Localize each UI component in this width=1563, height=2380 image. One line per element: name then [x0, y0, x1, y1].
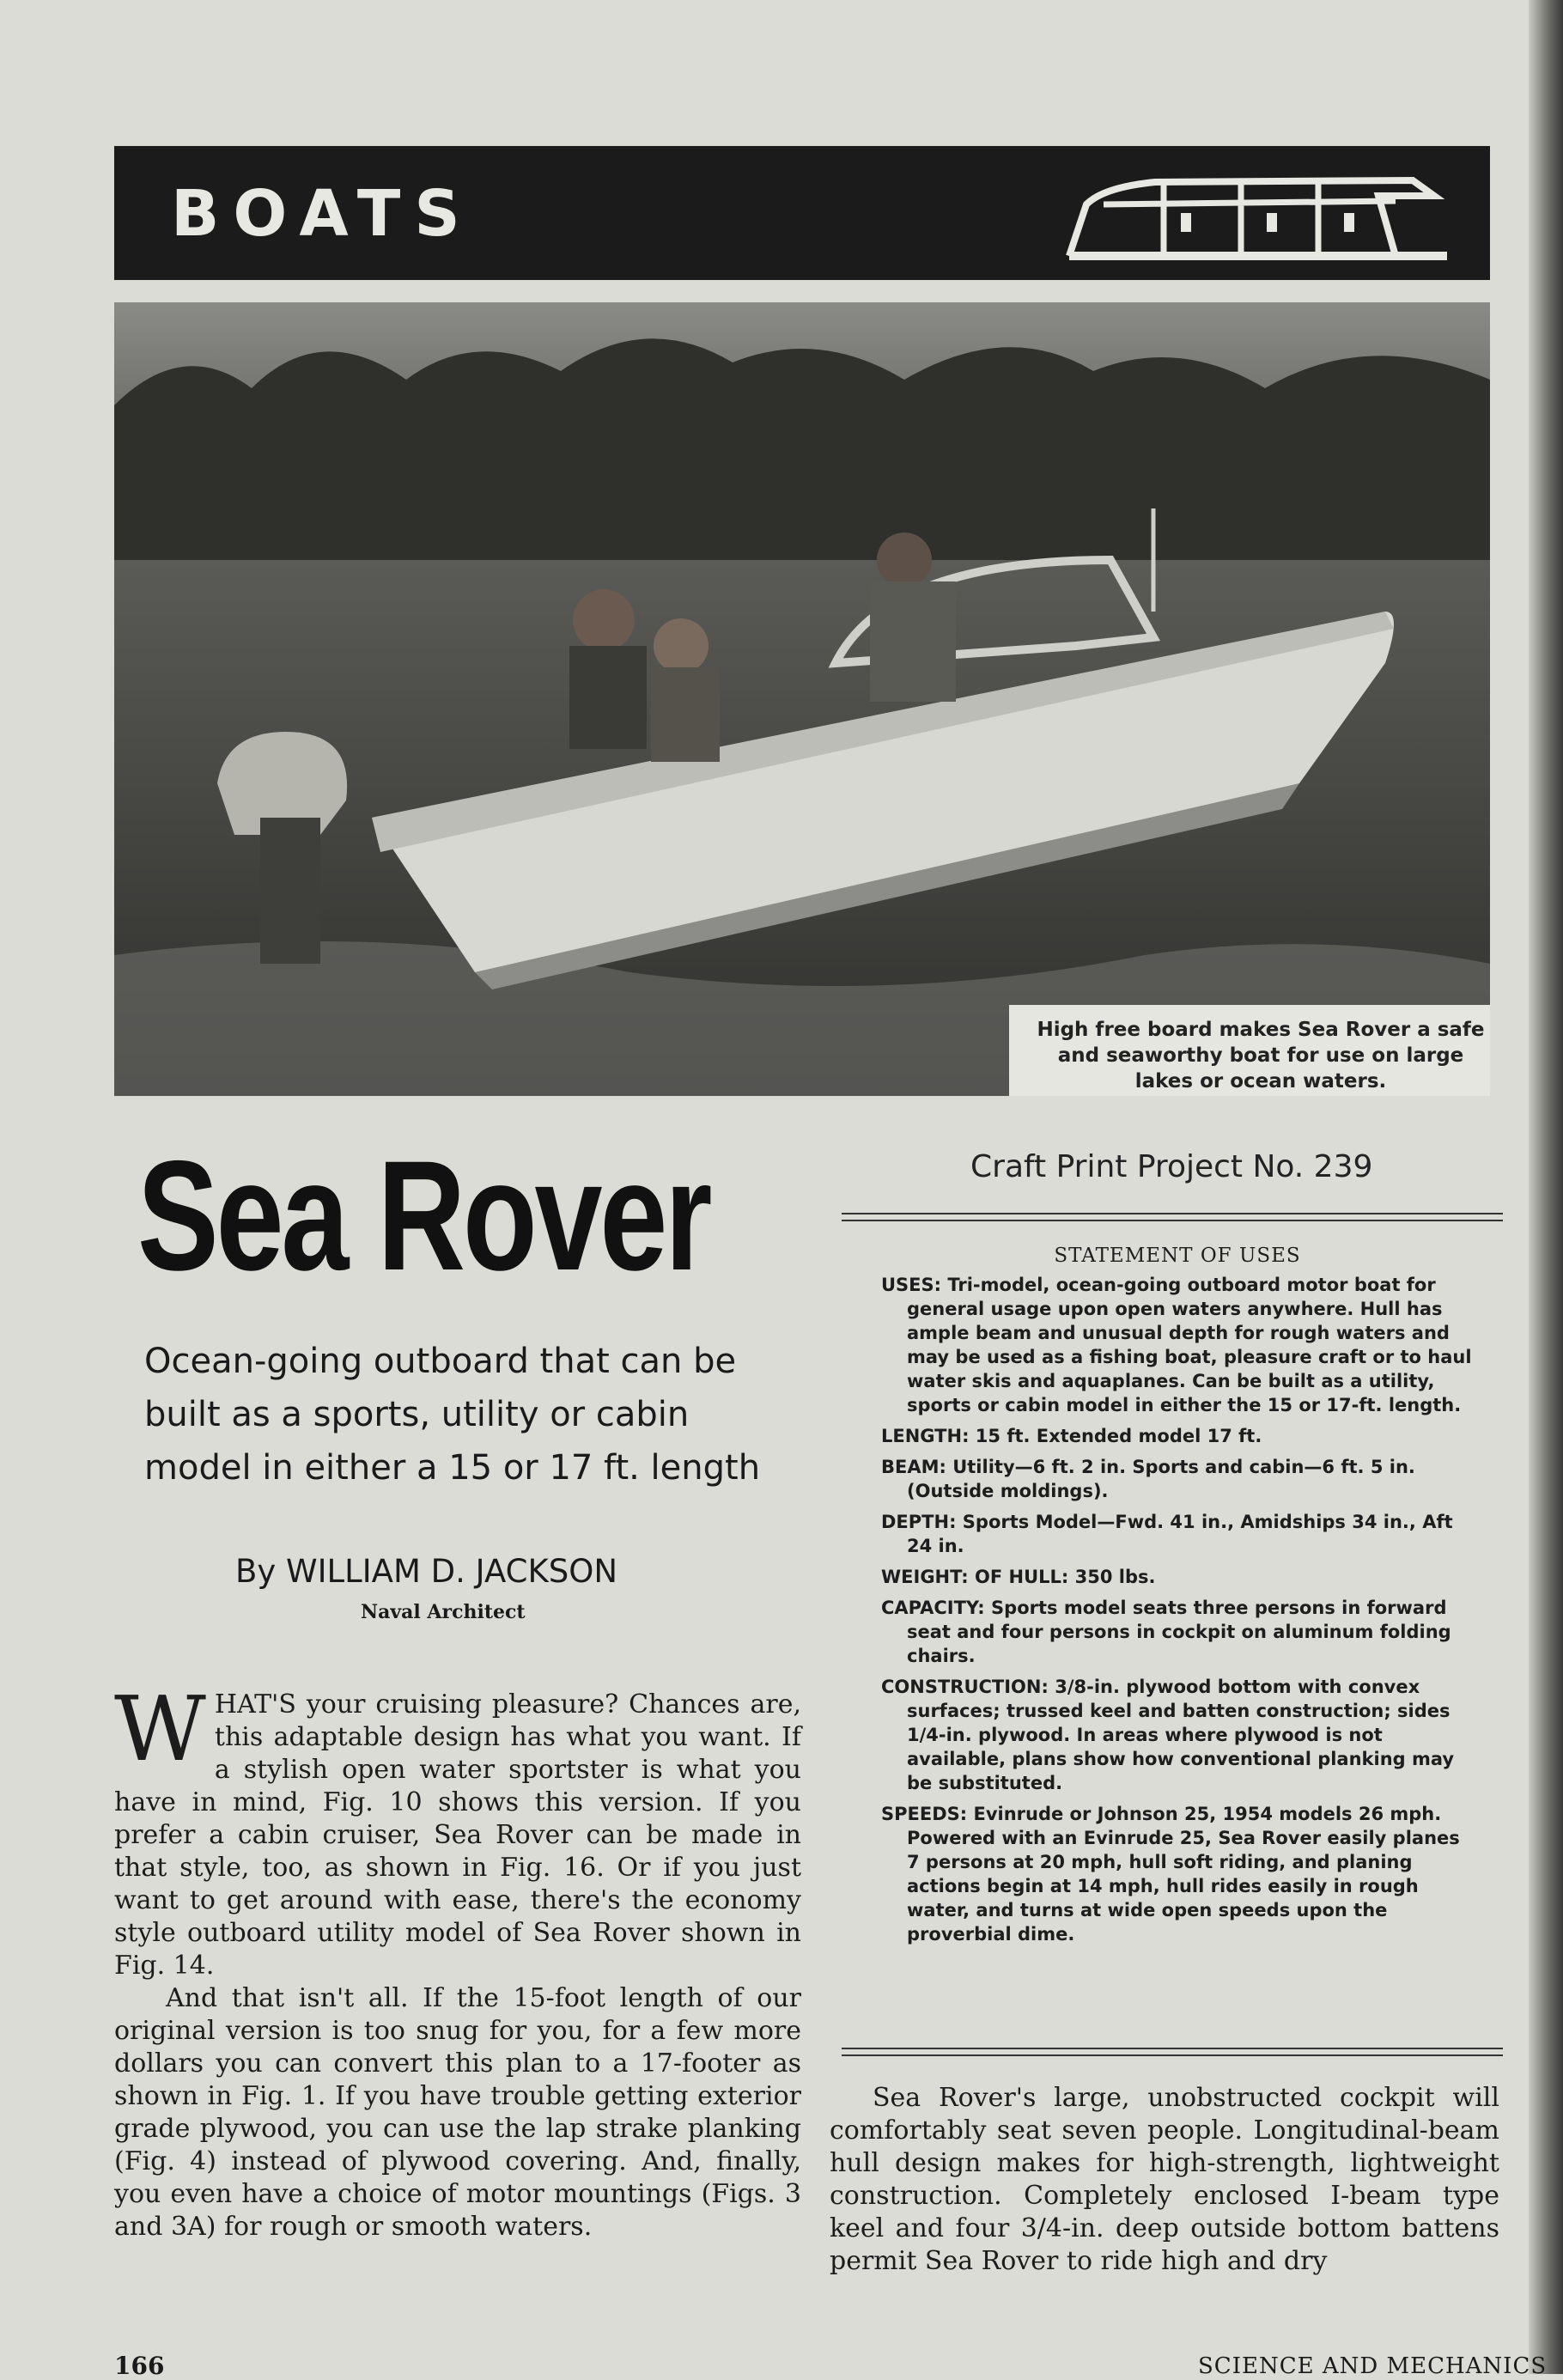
spec-beam [881, 1455, 1474, 1503]
paragraph-text: HAT'S your cruising pleasure? Chances are, this adaptable design has what you want. If a stylish open water sportster is what you have in mind, Fig. 10 shows this version. If you prefer a cabin cruiser, Sea Rover can be made in that style, too, as shown in Fig. 16. Or if you just want to get around with ease, there's the economy style outboard utility model of Sea Rover shown in Fig. 14. [114, 1689, 801, 1981]
spec-speeds [881, 1802, 1474, 1946]
spec-label: BEAM: [881, 1457, 946, 1477]
spec-label: SPEEDS: [881, 1804, 968, 1824]
author-byline: By WILLIAM D. JACKSON [235, 1553, 617, 1590]
magazine-name: SCIENCE AND MECHANICS [1198, 2353, 1548, 2379]
spec-text: Sports model seats three persons in forward seat and four persons in cockpit on aluminum folding chairs. [907, 1598, 1451, 1666]
project-label: Craft Print Project No. 239 [970, 1149, 1373, 1184]
spec-label: USES: [881, 1275, 942, 1295]
spec-text: OF HULL: 350 lbs. [975, 1567, 1156, 1587]
spec-label: CAPACITY: [881, 1598, 985, 1618]
spec-label: CONSTRUCTION: [881, 1677, 1049, 1697]
body-column-left [114, 1677, 801, 2243]
spec-construction [881, 1675, 1474, 1795]
spec-label: WEIGHT: [881, 1567, 969, 1587]
boat-illustration [114, 302, 1490, 1096]
spec-uses [881, 1273, 1474, 1417]
article-headline: Sea Rover [137, 1128, 710, 1303]
spec-capacity [881, 1596, 1474, 1668]
spec-label: LENGTH: [881, 1426, 970, 1446]
drop-cap: W [114, 1677, 206, 1781]
section-title: BOATS [171, 177, 474, 251]
spec-label: DEPTH: [881, 1512, 957, 1532]
spec-depth [881, 1510, 1474, 1558]
photo-caption: High free board makes Sea Rover a safe and seaworthy boat for use on large lakes or ocean waters. [1009, 1005, 1490, 1096]
statement-of-uses [881, 1244, 1474, 1953]
body-paragraph: And that isn't all. If the 15-foot length of our original version is too snug for you, for a few more dollars you can convert this plan to a 17-footer as shown in Fig. 1. If you have trouble getting exterior grade plywood, you can use the lap strake planking (Fig. 4) instead of plywood covering. And, finally, you even have a choice of motor mountings (Figs. 3 and 3A) for rough or smooth waters. [114, 1983, 801, 2242]
body-column-right [830, 2082, 1499, 2278]
page-edge-shadow [1529, 0, 1563, 2374]
spec-text: 3/8-in. plywood bottom with convex surfaces; trussed keel and batten construction; sides 1/4-in. plywood. In areas where plywood is not available, plans show how conventional planking may be substituted. [907, 1677, 1455, 1793]
author-role: Naval Architect [361, 1601, 526, 1623]
spec-text: Sports Model—Fwd. 41 in., Amidships 34 in., Aft 24 in. [907, 1512, 1453, 1556]
spec-text: Utility—6 ft. 2 in. Sports and cabin—6 ft. 5 in. (Outside moldings). [907, 1457, 1415, 1501]
spec-length [881, 1424, 1474, 1448]
spec-text: 15 ft. Extended model 17 ft. [975, 1426, 1262, 1446]
page-number: 166 [114, 2352, 165, 2380]
article-subhead: Ocean-going outboard that can be built as a sports, utility or cabin model in either a 15 or 17 ft. length [144, 1342, 761, 1488]
statement-bottom-rule [842, 2048, 1503, 2056]
spec-text: Tri-model, ocean-going outboard motor boat for general usage upon open waters anywhere. Hull has ample beam and unusual depth for rough waters and may be used as a fishing boat, pleasure craft or to haul water skis and aquaplanes. Can be built as a utility, sports or cabin model in either the 15 or 17-ft. length. [907, 1275, 1472, 1415]
body-paragraph [114, 1677, 801, 1982]
boat-frame-icon [1052, 170, 1456, 265]
spec-weight [881, 1565, 1474, 1589]
statement-top-rule [842, 1213, 1503, 1221]
statement-title: STATEMENT OF USES [1054, 1245, 1301, 1267]
body-paragraph: Sea Rover's large, unobstructed cockpit will comfortably seat seven people. Longitudinal-beam hull design makes for high-strength, lightweight construction. Completely enclosed I-beam type keel and four 3/4-in. deep outside bottom battens permit Sea Rover to ride high and dry [830, 2083, 1499, 2276]
section-banner [114, 146, 1490, 280]
boat-photo [114, 302, 1490, 1096]
spec-text: Evinrude or Johnson 25, 1954 models 26 mph. Powered with an Evinrude 25, Sea Rover easily planes 7 persons at 20 mph, hull soft riding, and planing actions begin at 14 mph, hull rides easily in rough water, and turns at wide open speeds upon the proverbial dime. [907, 1804, 1460, 1945]
